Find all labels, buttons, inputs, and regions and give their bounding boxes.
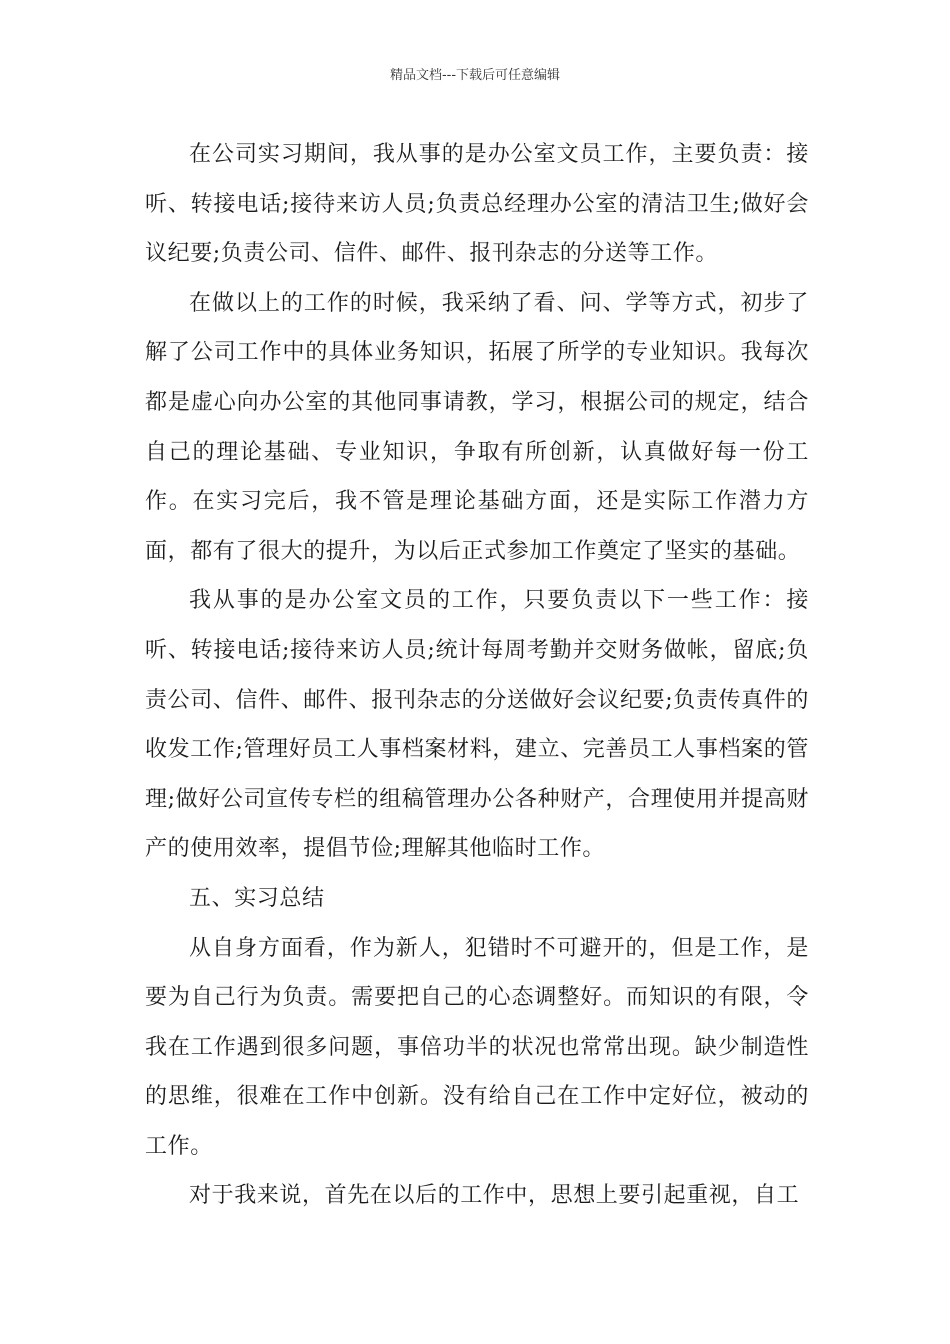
paragraph-clerk-work: 我从事的是办公室文员的工作，只要负责以下一些工作：接听、转接电话;接待来访人员;统计每周考勤并交财务做帐，留底;负责公司、信件、邮件、报刊杂志的分送做好会议纪要;负责传真件的收发工作;管理好员工人事档案材料，建立、完善员工人事档案的管理;做好公司宣传专栏的组稿管理办公各种财产，合理使用并提高财产的使用效率，提倡节俭;理解其他临时工作。 (145, 588, 809, 862)
paragraph-self-review: 从自身方面看，作为新人，犯错时不可避开的，但是工作，是要为自己行为负责。需要把自己的心态调整好。而知识的有限，令我在工作遇到很多问题，事倍功半的状况也常常出现。缺少制造性的思维，很难在工作中创新。没有给自己在工作中定好位，被动的工作。 (145, 935, 809, 1159)
paragraph-future: 对于我来说，首先在以后的工作中，思想上要引起重视，自工 (189, 1183, 800, 1209)
page-header: 精品文档---下载后可任意编辑 (389, 68, 561, 83)
document-body (145, 130, 809, 1221)
paragraph-duties: 在公司实习期间，我从事的是办公室文员工作，主要负责：接听、转接电话;接待来访人员;负责总经理办公室的清洁卫生;做好会议纪要;负责公司、信件、邮件、报刊杂志的分送等工作。 (145, 142, 809, 267)
paragraph-learning: 在做以上的工作的时候，我采纳了看、问、学等方式，初步了解了公司工作中的具体业务知识，拓展了所学的专业知识。我每次都是虚心向办公室的其他同事请教，学习，根据公司的规定，结合自己的理论基础、专业知识，争取有所创新，认真做好每一份工作。在实习完后，我不管是理论基础方面，还是实际工作潜力方面，都有了很大的提升，为以后正式参加工作奠定了坚实的基础。 (145, 290, 809, 564)
section-heading: 五、实习总结 (189, 885, 325, 911)
